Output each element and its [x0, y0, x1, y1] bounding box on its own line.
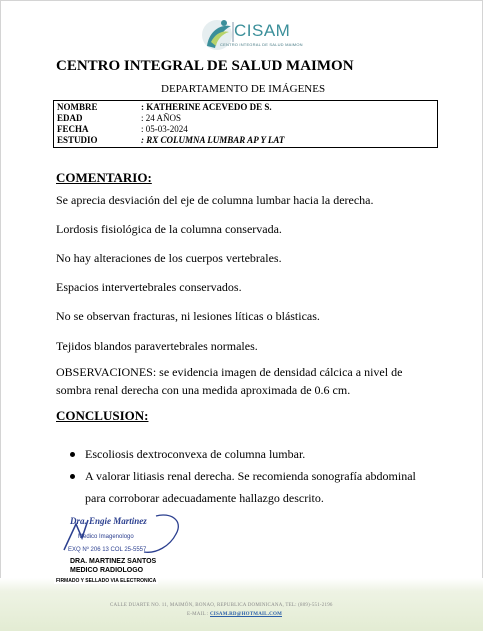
footer-email-line	[187, 612, 282, 617]
conclusion-item: Escoliosis dextroconvexa de columna lumbar.	[85, 447, 306, 461]
comentario-paragraph: No se observan fracturas, ni lesiones líticas o blásticas.	[56, 309, 320, 323]
comentario-paragraph: Tejidos blandos paravertebrales normales.	[56, 339, 258, 353]
organization-title: CENTRO INTEGRAL DE SALUD MAIMON	[56, 58, 354, 74]
footer-email-label: E-MAIL :	[187, 612, 210, 617]
info-label: NOMBRE	[57, 102, 98, 112]
comentario-heading: COMENTARIO:	[56, 170, 152, 185]
logo-text: CISAM	[234, 21, 291, 40]
comentario-paragraph: Se aprecia desviación del eje de columna lumbar hacia la derecha.	[56, 193, 374, 207]
info-label: FECHA	[57, 124, 89, 134]
comentario-paragraph: No hay alteraciones de los cuerpos vertebrales.	[56, 251, 282, 265]
comentario-paragraph: Lordosis fisiológica de la columna conservada.	[56, 222, 282, 236]
bullet-icon	[70, 452, 75, 457]
doctor-name: DRA. MARTINEZ SANTOS	[70, 558, 157, 565]
comentario-paragraph: Espacios intervertebrales conservados.	[56, 280, 242, 294]
department-title: DEPARTAMENTO DE IMÁGENES	[161, 83, 326, 95]
logo-subtitle: CENTRO INTEGRAL DE SALUD MAIMON	[220, 42, 303, 47]
info-value: : KATHERINE ACEVEDO DE S.	[141, 102, 272, 112]
info-label: EDAD	[57, 113, 83, 123]
footer-email-link[interactable]: CISAM.RD@HOTMAIL.COM	[210, 612, 282, 617]
patient-info-box	[53, 100, 438, 148]
info-label: ESTUDIO	[57, 135, 98, 145]
stamp-id: EXQ Nº 206 13 COL 25-5557	[68, 547, 147, 553]
signature-note: FIRMADO Y SELLADO VIA ELECTRONICA	[56, 578, 157, 584]
stamp-title: Medico Imagenologo	[78, 534, 134, 540]
conclusion-heading: CONCLUSION:	[56, 408, 149, 423]
signature-stamp	[60, 510, 192, 560]
bullet-icon	[70, 474, 75, 479]
info-value: : 24 AÑOS	[141, 113, 182, 123]
observaciones-paragraph: OBSERVACIONES: se evidencia imagen de densidad cálcica a nivel de sombra renal derecha con una medida aproximada de 0.6 cm.	[56, 365, 403, 397]
info-value: : RX COLUMNA LUMBAR AP Y LAT	[141, 135, 285, 145]
stamp-name: Dra. Engie Martinez	[70, 516, 147, 526]
footer-address: CALLE DUARTE NO. 11, MAIMÓN, BONAO, REPUBLICA DOMINICANA, TEL: (809)-551-2196	[110, 603, 333, 608]
conclusion-item: A valorar litiasis renal derecha. Se recomienda sonografía abdominal para corroborar adecuadamente hallazgo descrito.	[85, 469, 416, 505]
info-value: : 05-03-2024	[141, 124, 188, 134]
doctor-title: MEDICO RADIOLOGO	[70, 567, 144, 574]
